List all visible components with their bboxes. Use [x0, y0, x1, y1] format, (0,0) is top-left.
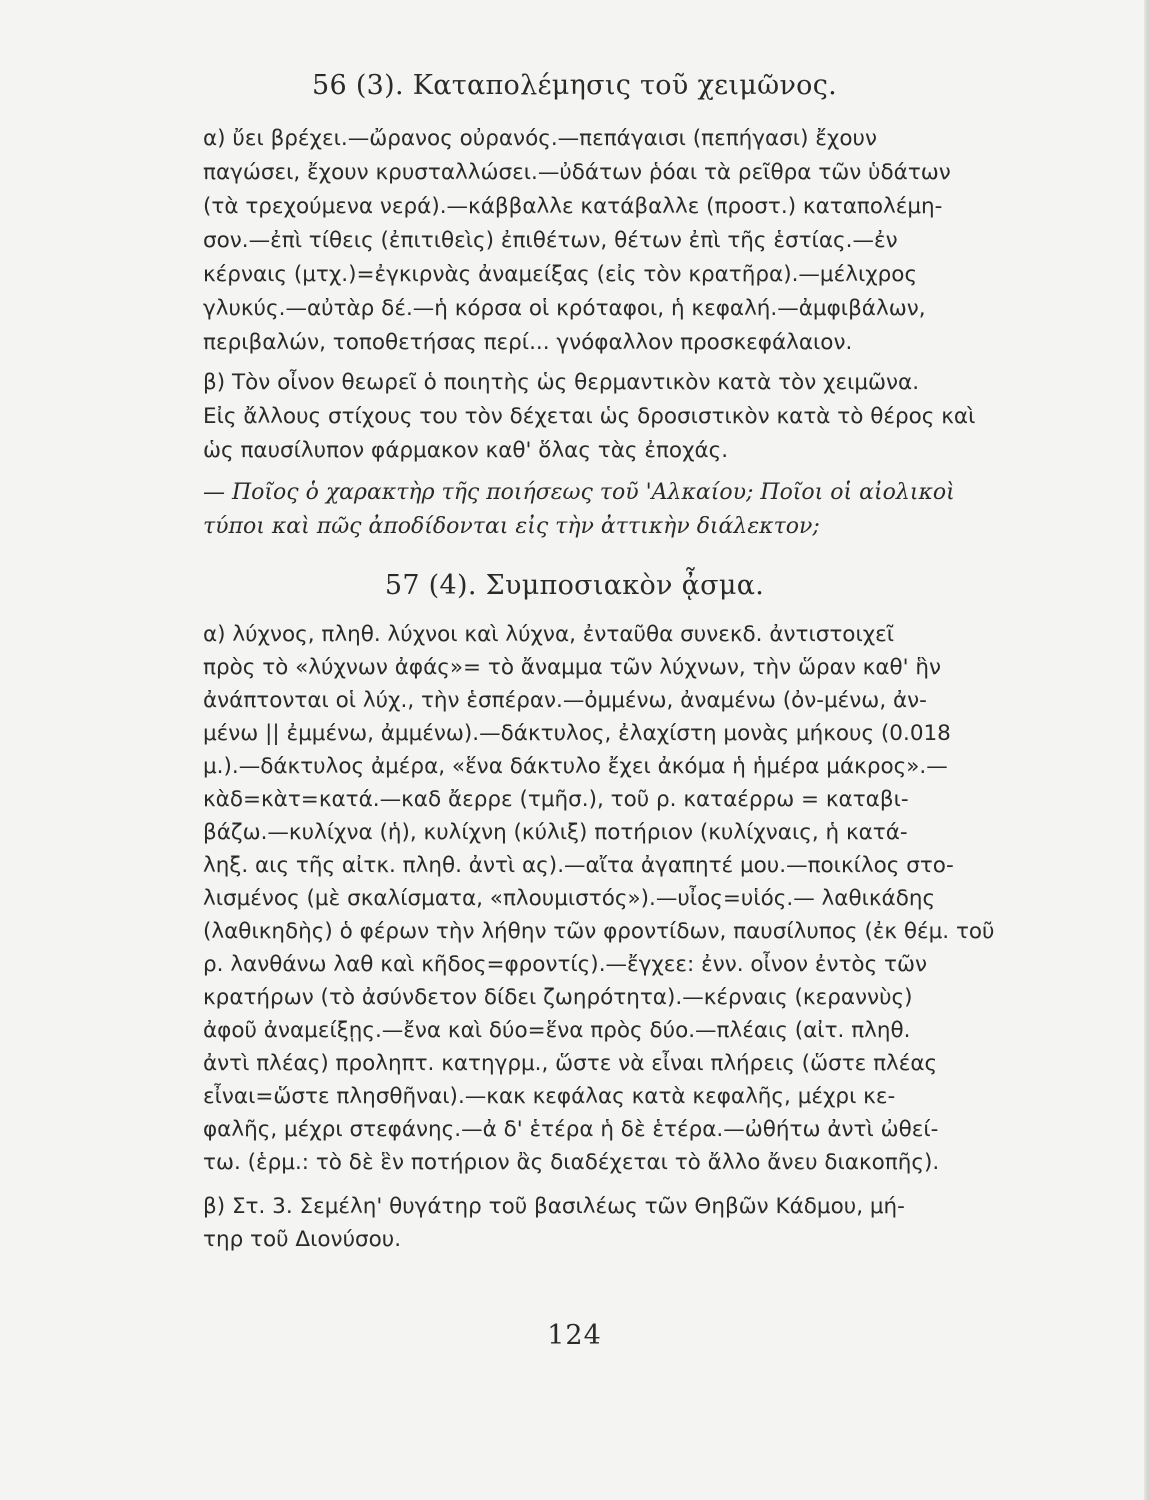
text-line: φαλῆς, μέχρι στεφάνης.—ἀ δ' ἑτέρα ἡ δὲ ἑτέρα.—ὠθήτω ἀντὶ ὠθεί-	[203, 1117, 939, 1142]
page-edge-shadow	[1144, 0, 1149, 1500]
text-line: τηρ τοῦ Διονύσου.	[203, 1227, 402, 1252]
text-line: τω. (ἑρμ.: τὸ δὲ ἓν ποτήριον ἂς διαδέχεται τὸ ἄλλο ἄνευ διακοπῆς).	[203, 1150, 940, 1175]
text-line: Εἰς ἄλλους στίχους του τὸν δέχεται ὡς δροσιστικὸν κατὰ τὸ θέρος καὶ	[203, 404, 976, 429]
text-line: λισμένος (μὲ σκαλίσματα, «πλουμιστός»).—υἶος=υἱός.— λαθικάδης	[203, 886, 936, 911]
text-line: ὡς παυσίλυπον φάρμακον καθ' ὅλας τὰς ἐποχάς.	[203, 438, 729, 463]
text-line: σον.—ἐπὶ τίθεις (ἐπιτιθεὶς) ἐπιθέτων, θέτων ἐπὶ τῆς ἑστίας.—ἐν	[203, 228, 898, 253]
text-line: μ.).—δάκτυλος ἀμέρα, «ἕνα δάκτυλο ἔχει ἀκόμα ἡ ἡμέρα μάκρος».—	[203, 754, 948, 779]
question-line: τύποι καὶ πῶς ἀποδίδονται εἰς τὴν ἀττικὴν διάλεκτον;	[203, 514, 820, 539]
text-line: εἶναι=ὥστε πλησθῆναι).—κακ κεφάλας κατὰ κεφαλῆς, μέχρι κε-	[203, 1084, 896, 1109]
text-line: α) ὔει βρέχει.—ὤρανος οὐρανός.—πεπάγαισι (πεπήγασι) ἔχουν	[203, 126, 877, 151]
page-number: 124	[547, 1320, 602, 1351]
text-line: ἀντὶ πλέας) προληπτ. κατηγρμ., ὥστε νὰ εἶναι πλήρεις (ὥστε πλέας	[203, 1051, 938, 1076]
section-heading-56: 56 (3). Καταπολέμησις τοῦ χειμῶνος.	[311, 70, 838, 101]
text-line: παγώσει, ἔχουν κρυσταλλώσει.—ὐδάτων ῥόαι τὰ ρεῖθρα τῶν ὑδάτων	[203, 160, 951, 185]
text-line: βάζω.—κυλίχνα (ἡ), κυλίχνη (κύλιξ) ποτήριον (κυλίχναις, ἡ κατά-	[203, 820, 908, 845]
text-line: α) λύχνος, πληθ. λύχνοι καὶ λύχνα, ἐνταῦθα συνεκδ. ἀντιστοιχεῖ	[203, 622, 895, 647]
text-line: ἀνάπτονται οἱ λύχ., τὴν ἑσπέραν.—ὀμμένω, ἀναμένω (ὀν-μένω, ἀν-	[203, 688, 927, 713]
question-line: — Ποῖος ὁ χαρακτὴρ τῆς ποιήσεως τοῦ 'Αλκαίου; Ποῖοι οἱ αἰολικοὶ	[203, 480, 955, 505]
text-line: κρατήρων (τὸ ἀσύνδετον δίδει ζωηρότητα).—κέρναις (κεραννὺς)	[203, 985, 913, 1010]
text-line: β) Στ. 3. Σεμέλη' θυγάτηρ τοῦ βασιλέως τῶν Θηβῶν Κάδμου, μή-	[203, 1194, 905, 1219]
text-line: ληξ. αις τῆς αἰτκ. πληθ. ἀντὶ ας).—αἴτα ἀγαπητέ μου.—ποικίλος στο-	[203, 853, 954, 878]
text-line: ρ. λανθάνω λαθ καὶ κῆδος=φροντίς).—ἔγχεε: ἐνν. οἶνον ἐντὸς τῶν	[203, 952, 927, 977]
text-line: (λαθικηδὴς) ὁ φέρων τὴν λήθην τῶν φροντίδων, παυσίλυπος (ἐκ θέμ. τοῦ	[203, 919, 995, 944]
section-heading-57: 57 (4). Συμποσιακὸν ᾆσμα.	[384, 570, 765, 601]
text-line: κὰδ=κὰτ=κατά.—καδ ἄερρε (τμῆσ.), τοῦ ρ. καταέρρω = καταβι-	[203, 787, 909, 812]
text-line: κέρναις (μτχ.)=ἐγκιρνὰς ἀναμείξας (εἰς τὸν κρατῆρα).—μέλιχρος	[203, 262, 918, 287]
text-line: ἀφοῦ ἀναμείξῃς.—ἔνα καὶ δύο=ἕνα πρὸς δύο.—πλέαις (αἰτ. πληθ.	[203, 1018, 911, 1043]
text-line: περιβαλών, τοποθετήσας περί... γνόφαλλον προσκεφάλαιον.	[203, 330, 853, 355]
text-line: (τὰ τρεχούμενα νερά).—κάββαλλε κατάβαλλε (προστ.) καταπολέμη-	[203, 194, 943, 219]
text-line: γλυκύς.—αὐτὰρ δέ.—ἡ κόρσα οἱ κρόταφοι, ἡ κεφαλή.—ἀμφιβάλων,	[203, 296, 926, 321]
text-line: β) Τὸν οἶνον θεωρεῖ ὁ ποιητὴς ὡς θερμαντικὸν κατὰ τὸν χειμῶνα.	[203, 370, 920, 395]
text-line: πρὸς τὸ «λύχνων ἀφάς»= τὸ ἄναμμα τῶν λύχνων, τὴν ὥραν καθ' ἣν	[203, 655, 942, 680]
text-line: μένω || ἐμμένω, ἀμμένω).—δάκτυλος, ἐλαχίστη μονὰς μήκους (0.018	[203, 721, 951, 746]
